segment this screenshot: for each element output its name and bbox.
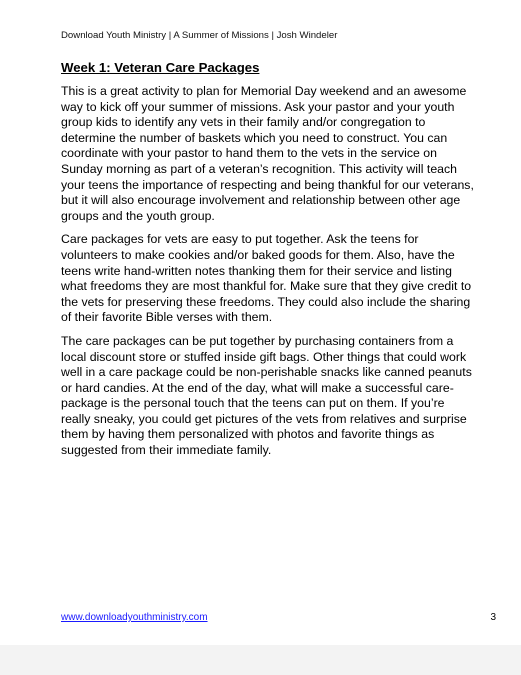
footer-website-link[interactable]: www.downloadyouthministry.com xyxy=(61,612,208,623)
page-number: 3 xyxy=(490,612,496,623)
paragraph-care-packages: Care packages for vets are easy to put together. Ask the teens for volunteers to make cookies and/or baked goods for them. Also, have the teens write hand-written notes thanking them for their service and listing what freedoms they are most thankful for. Make sure that they give credit to the vets for preserving these freedoms. They could also include the sharing of their favorite Bible verses with them. xyxy=(61,232,472,325)
page-content xyxy=(61,59,476,467)
paragraph-intro: This is a great activity to plan for Memorial Day weekend and an awesome way to kick off your summer of missions. Ask your pastor and your youth group kids to identify any vets in their family and/or congregation to determine the number of baskets which you need to construct. You can coordinate with your pastor to hand them to the vets in the service on Sunday morning as part of a veteran’s recognition. This activity will teach your teens the importance of respecting and being thankful for our veterans, but it will also encourage involvement and relationship between other age groups and the youth group. xyxy=(61,84,474,223)
paragraph-containers: The care packages can be put together by purchasing containers from a local discount store or stuffed inside gift bags. Other things that could work well in a care package could be non-perishable snacks like canned peanuts or hard candies. At the end of the day, what will make a successful care-package is the personal touch that the teens can put on them. If you’re really sneaky, you could get pictures of the vets from relatives and surprise them by having them personalized with photos and favorite things as suggested from their immediate family. xyxy=(61,333,472,458)
running-header: Download Youth Ministry | A Summer of Missions | Josh Windeler xyxy=(61,30,338,41)
section-title: Week 1: Veteran Care Packages xyxy=(61,60,260,75)
